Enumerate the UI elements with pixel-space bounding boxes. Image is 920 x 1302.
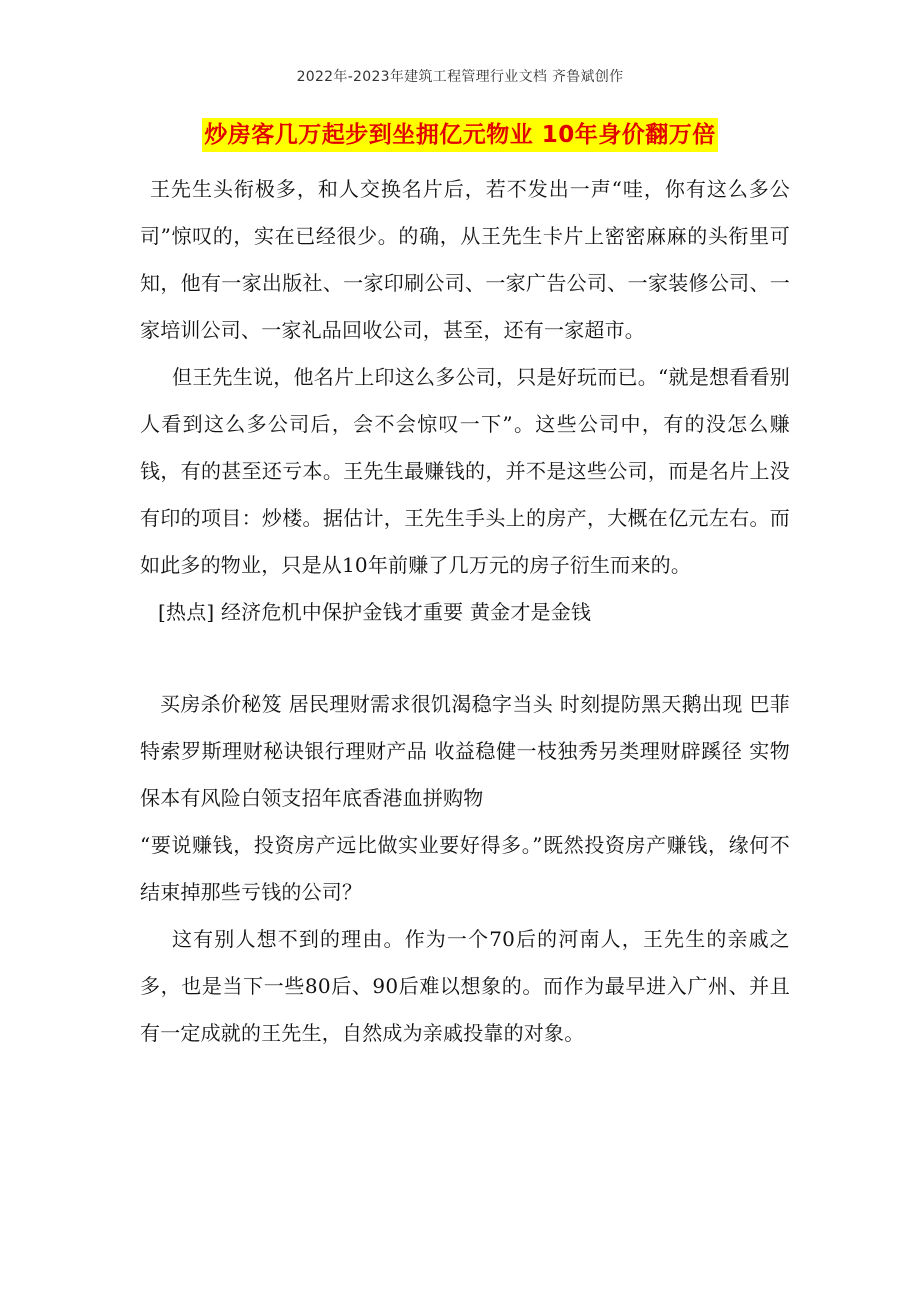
related-links-paragraph: 买房杀价秘笈 居民理财需求很饥渴稳字当头 时刻提防黑天鹅出现 巴菲特索罗斯理财秘诀银行理财产品 收益稳健一枝独秀另类理财辟蹊径 实物保本有风险白领支招年底香港血拼购物 (140, 692, 790, 810)
article-body (140, 166, 790, 1057)
header-note: 2022年-2023年建筑工程管理行业文档 齐鲁斌创作 (296, 69, 624, 85)
hot-topic-line: [热点] 经济危机中保护金钱才重要 黄金才是金钱 (158, 600, 592, 624)
title-container (0, 118, 920, 152)
article-title: 炒房客几万起步到坐拥亿元物业 10年身价翻万倍 (202, 118, 718, 152)
paragraph-gap (140, 636, 790, 681)
paragraph-intro: 王先生头衔极多，和人交换名片后，若不发出一声“哇，你有这么多公司”惊叹的，实在已经很少。的确，从王先生卡片上密密麻麻的头衔里可知，他有一家出版社、一家印刷公司、一家广告公司、一家装修公司、一家培训公司、一家礼品回收公司，甚至，还有一家超市。 (140, 177, 790, 342)
paragraph-business: 但王先生说，他名片上印这么多公司，只是好玩而已。“就是想看看别人看到这么多公司后，会不会惊叹一下”。这些公司中，有的没怎么赚钱，有的甚至还亏本。王先生最赚钱的，并不是这些公司，而是名片上没有印的项目：炒楼。据估计，王先生手头上的房产，大概在亿元左右。而如此多的物业，只是从10年前赚了几万元的房子衍生而来的。 (140, 365, 790, 577)
paragraph-relatives: 这有别人想不到的理由。作为一个70后的河南人，王先生的亲戚之多，也是当下一些80后、90后难以想象的。而作为最早进入广州、并且有一定成就的王先生，自然成为亲戚投靠的对象。 (140, 927, 790, 1045)
paragraph-quote: “要说赚钱，投资房产远比做实业要好得多。”既然投资房产赚钱，缘何不结束掉那些亏钱的公司？ (140, 833, 790, 904)
